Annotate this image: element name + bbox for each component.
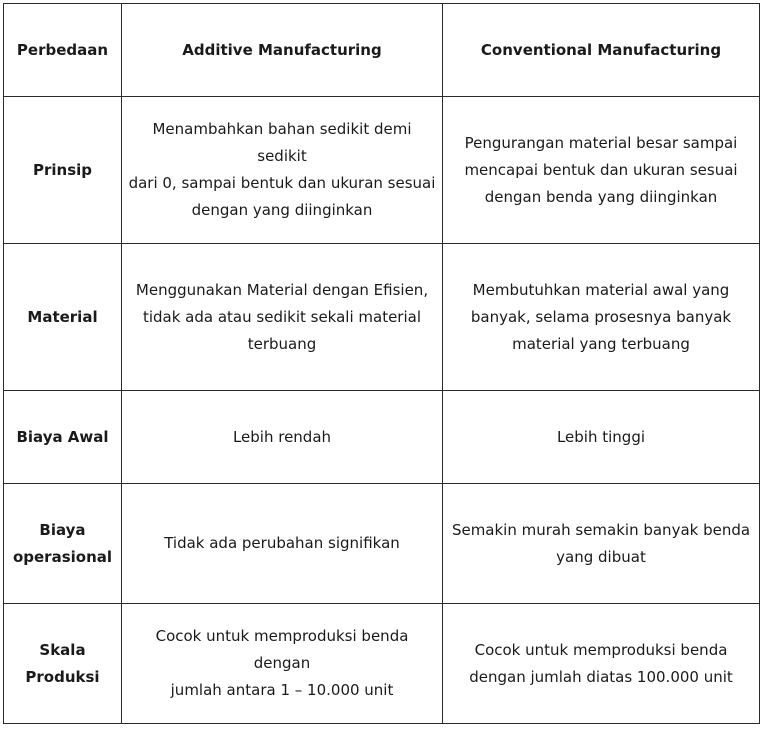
cell-line: Menggunakan Material dengan Efisien, xyxy=(135,280,429,299)
cell-line: dari 0, sampai bentuk dan ukuran sesuai xyxy=(128,174,436,192)
row-label-line: Prinsip xyxy=(32,160,93,179)
cell-additive-biaya-operasional xyxy=(122,484,443,604)
row-label-skala-produksi xyxy=(4,604,122,724)
row-label-biaya-operasional xyxy=(4,484,122,604)
cell-additive-biaya-awal xyxy=(122,391,443,484)
table-header-row xyxy=(4,4,760,97)
table-row-biaya-operasional xyxy=(4,484,760,604)
cell-line: dengan benda yang diinginkan xyxy=(484,187,718,206)
cell-line: Membutuhkan material awal yang xyxy=(472,280,730,299)
header-conventional-manufacturing: Conventional Manufacturing xyxy=(443,4,760,97)
table-row-material xyxy=(4,244,760,391)
cell-line: Cocok untuk memproduksi benda xyxy=(474,640,728,659)
row-label-line: Biaya xyxy=(39,520,86,539)
cell-line: terbuang xyxy=(247,334,317,353)
cell-additive-material xyxy=(122,244,443,391)
cell-conventional-biaya-awal xyxy=(443,391,760,484)
cell-line: banyak, selama prosesnya banyak xyxy=(470,307,732,326)
cell-line: Menambahkan bahan sedikit demi sedikit xyxy=(152,120,412,165)
header-perbedaan: Perbedaan xyxy=(4,4,122,97)
cell-conventional-material xyxy=(443,244,760,391)
cell-line: Tidak ada perubahan signifikan xyxy=(164,534,400,552)
header-additive-manufacturing: Additive Manufacturing xyxy=(122,4,443,97)
cell-line: mencapai bentuk dan ukuran sesuai xyxy=(464,160,738,179)
cell-line: Lebih tinggi xyxy=(556,427,646,446)
cell-line: Pengurangan material besar sampai xyxy=(464,133,738,152)
row-label-biaya-awal xyxy=(4,391,122,484)
row-label-prinsip xyxy=(4,97,122,244)
cell-line: jumlah antara 1 – 10.000 unit xyxy=(170,681,394,699)
row-label-line: Material xyxy=(27,307,98,326)
cell-conventional-prinsip xyxy=(443,97,760,244)
cell-line: dengan jumlah diatas 100.000 unit xyxy=(469,667,733,686)
cell-line: yang dibuat xyxy=(556,547,646,566)
cell-line: tidak ada atau sedikit sekali material xyxy=(142,307,422,326)
row-label-line: Skala xyxy=(39,640,86,659)
table-row-skala-produksi xyxy=(4,604,760,724)
row-label-line: Produksi xyxy=(25,667,100,686)
cell-conventional-skala-produksi xyxy=(443,604,760,724)
row-label-line: operasional xyxy=(12,547,113,566)
comparison-table xyxy=(3,3,760,724)
cell-line: material yang terbuang xyxy=(512,334,690,353)
row-label-line: Biaya Awal xyxy=(16,427,109,446)
cell-line: Cocok untuk memproduksi benda dengan xyxy=(155,627,409,672)
table-row-biaya-awal xyxy=(4,391,760,484)
cell-additive-skala-produksi xyxy=(122,604,443,724)
cell-additive-prinsip xyxy=(122,97,443,244)
cell-line: dengan yang diinginkan xyxy=(191,201,373,219)
cell-conventional-biaya-operasional xyxy=(443,484,760,604)
cell-line: Lebih rendah xyxy=(232,427,332,446)
cell-line: Semakin murah semakin banyak benda xyxy=(451,520,751,539)
row-label-material xyxy=(4,244,122,391)
table-row-prinsip xyxy=(4,97,760,244)
